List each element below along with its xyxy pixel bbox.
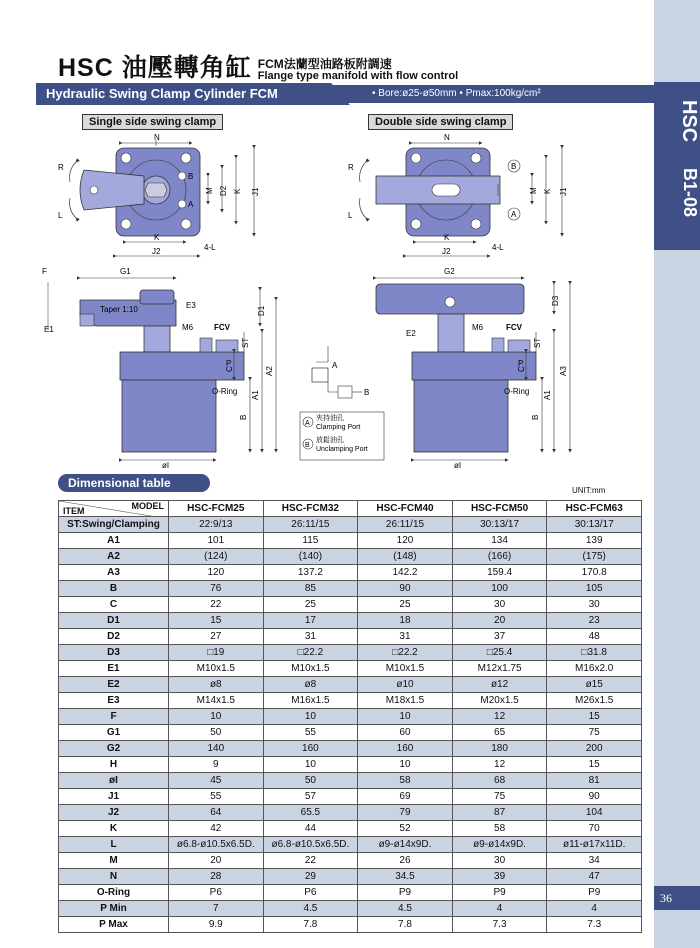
row-value: 139 bbox=[547, 533, 642, 549]
row-value: 30:13/17 bbox=[547, 517, 642, 533]
dim-m-single: M bbox=[205, 187, 214, 194]
dim-e3-single: E3 bbox=[186, 301, 196, 310]
row-value: 34.5 bbox=[358, 869, 453, 885]
row-value: P9 bbox=[358, 885, 453, 901]
table-row bbox=[59, 645, 642, 661]
row-value: 81 bbox=[547, 773, 642, 789]
row-value: 120 bbox=[169, 565, 264, 581]
table-row bbox=[59, 549, 642, 565]
dim-phi-i-double: øI bbox=[454, 461, 462, 470]
row-value: P6 bbox=[263, 885, 358, 901]
row-value: 10 bbox=[358, 709, 453, 725]
dim-d3-double: D3 bbox=[551, 295, 560, 306]
side-bar-top bbox=[654, 0, 700, 82]
row-value: 137.2 bbox=[263, 565, 358, 581]
row-value: 69 bbox=[358, 789, 453, 805]
dim-a2-single: A2 bbox=[265, 366, 274, 376]
table-row bbox=[59, 661, 642, 677]
dim-4l-double: 4-L bbox=[492, 243, 504, 252]
row-value: 160 bbox=[358, 741, 453, 757]
dim-st-double: ST bbox=[533, 337, 542, 348]
table-row bbox=[59, 757, 642, 773]
row-value: M16x1.5 bbox=[263, 693, 358, 709]
side-series-label: HSC bbox=[678, 100, 700, 143]
row-value: 9 bbox=[169, 757, 264, 773]
row-item-label: N bbox=[59, 869, 169, 885]
swing-l-single: L bbox=[58, 211, 63, 220]
port-b-single: B bbox=[188, 172, 194, 181]
row-value: 65.5 bbox=[263, 805, 358, 821]
dim-a3-double: A3 bbox=[559, 366, 568, 376]
row-item-label: E1 bbox=[59, 661, 169, 677]
row-value: 48 bbox=[547, 629, 642, 645]
row-value: (140) bbox=[263, 549, 358, 565]
row-value: 159.4 bbox=[452, 565, 547, 581]
table-row bbox=[59, 837, 642, 853]
row-value: 18 bbox=[358, 613, 453, 629]
dim-a1-double: A1 bbox=[543, 390, 552, 400]
row-value: 58 bbox=[358, 773, 453, 789]
dim-g2-double: G2 bbox=[444, 267, 455, 276]
row-item-label: P Max bbox=[59, 917, 169, 933]
table-row bbox=[59, 565, 642, 581]
row-value: ø8 bbox=[263, 677, 358, 693]
title-subtitle-cn: FCM法蘭型油路板附調速 bbox=[257, 57, 392, 71]
dimensional-table bbox=[58, 500, 642, 933]
row-value: 68 bbox=[452, 773, 547, 789]
row-value: 12 bbox=[452, 709, 547, 725]
row-value: 85 bbox=[263, 581, 358, 597]
row-value: 42 bbox=[169, 821, 264, 837]
row-value: □19 bbox=[169, 645, 264, 661]
table-row bbox=[59, 709, 642, 725]
row-value: (124) bbox=[169, 549, 264, 565]
dim-e2-double: E2 bbox=[406, 329, 416, 338]
dim-k-single-v: K bbox=[233, 188, 242, 194]
table-row bbox=[59, 629, 642, 645]
row-value: 22 bbox=[169, 597, 264, 613]
header-model-name: HSC-FCM32 bbox=[263, 501, 358, 517]
legend-b-mark: B bbox=[305, 442, 310, 449]
row-value: 26:11/15 bbox=[358, 517, 453, 533]
port-b-double: B bbox=[511, 162, 517, 171]
row-value: 31 bbox=[263, 629, 358, 645]
row-item-label: øI bbox=[59, 773, 169, 789]
row-value: 30:13/17 bbox=[452, 517, 547, 533]
row-value: 50 bbox=[169, 725, 264, 741]
row-item-label: A3 bbox=[59, 565, 169, 581]
row-value: 87 bbox=[452, 805, 547, 821]
dim-k-double-v: K bbox=[543, 188, 552, 194]
row-item-label: E3 bbox=[59, 693, 169, 709]
row-value: 75 bbox=[547, 725, 642, 741]
row-value: 200 bbox=[547, 741, 642, 757]
section-specs: • Bore:ø25-ø50mm • Pmax:100kg/cm² bbox=[372, 88, 541, 99]
row-value: 15 bbox=[547, 757, 642, 773]
row-value: 27 bbox=[169, 629, 264, 645]
section-title: Hydraulic Swing Clamp Cylinder FCM bbox=[46, 86, 278, 101]
row-value: 26 bbox=[358, 853, 453, 869]
row-value: 22:9/13 bbox=[169, 517, 264, 533]
row-item-label: M bbox=[59, 853, 169, 869]
row-item-label: D1 bbox=[59, 613, 169, 629]
row-value: 37 bbox=[452, 629, 547, 645]
row-value: 10 bbox=[263, 709, 358, 725]
dim-fcv-single: FCV bbox=[214, 323, 230, 332]
row-item-label: ST:Swing/Clamping bbox=[59, 517, 169, 533]
table-row bbox=[59, 533, 642, 549]
row-value: □22.2 bbox=[358, 645, 453, 661]
row-item-label: O-Ring bbox=[59, 885, 169, 901]
dim-b-single: B bbox=[239, 414, 248, 420]
title-subtitle bbox=[258, 58, 458, 82]
row-value: M10x1.5 bbox=[358, 661, 453, 677]
row-value: ø8 bbox=[169, 677, 264, 693]
row-value: 58 bbox=[452, 821, 547, 837]
row-value: P9 bbox=[547, 885, 642, 901]
dim-g1-single: G1 bbox=[120, 267, 131, 276]
row-item-label: G1 bbox=[59, 725, 169, 741]
title-main: HSC 油壓轉角缸 bbox=[58, 54, 252, 82]
row-item-label: K bbox=[59, 821, 169, 837]
table-body bbox=[59, 517, 642, 933]
row-value: 7.8 bbox=[263, 917, 358, 933]
row-value: ø9-ø14x9D. bbox=[358, 837, 453, 853]
row-value: 15 bbox=[169, 613, 264, 629]
dim-p-double: P bbox=[518, 359, 524, 368]
unit-label: UNIT:mm bbox=[572, 486, 606, 495]
row-value: □22.2 bbox=[263, 645, 358, 661]
dim-n-single: N bbox=[154, 133, 160, 142]
row-item-label: C bbox=[59, 597, 169, 613]
table-row bbox=[59, 917, 642, 933]
row-value: 57 bbox=[263, 789, 358, 805]
row-value: 60 bbox=[358, 725, 453, 741]
dim-j2-single: J2 bbox=[152, 247, 161, 256]
row-item-label: J1 bbox=[59, 789, 169, 805]
row-value: 105 bbox=[547, 581, 642, 597]
row-value: 4.5 bbox=[358, 901, 453, 917]
row-value: 7.3 bbox=[547, 917, 642, 933]
row-value: 30 bbox=[452, 597, 547, 613]
symbol-b: B bbox=[364, 388, 370, 397]
single-front-view bbox=[42, 267, 276, 470]
row-value: P6 bbox=[169, 885, 264, 901]
row-value: 30 bbox=[452, 853, 547, 869]
drawing-canvas bbox=[36, 110, 654, 470]
row-value: 25 bbox=[263, 597, 358, 613]
row-value: 47 bbox=[547, 869, 642, 885]
row-value: 55 bbox=[263, 725, 358, 741]
dim-d1-single: D1 bbox=[257, 305, 266, 316]
row-value: 22 bbox=[263, 853, 358, 869]
row-item-label: B bbox=[59, 581, 169, 597]
row-value: ø11-ø17x11D. bbox=[547, 837, 642, 853]
legend-a-mark: A bbox=[305, 420, 310, 427]
row-value: 25 bbox=[358, 597, 453, 613]
legend-b-cn: 放鬆油孔 bbox=[316, 437, 344, 444]
title-subtitle-en: Flange type manifold with flow control bbox=[257, 70, 459, 82]
row-value: M10x1.5 bbox=[169, 661, 264, 677]
oring-label-double: O-Ring bbox=[504, 387, 530, 396]
table-row bbox=[59, 885, 642, 901]
row-value: 115 bbox=[263, 533, 358, 549]
row-value: ø6.8-ø10.5x6.5D. bbox=[169, 837, 264, 853]
swing-r-single: R bbox=[58, 163, 64, 172]
dim-4l-single: 4-L bbox=[204, 243, 216, 252]
dim-c-single: C bbox=[225, 366, 234, 372]
row-value: 100 bbox=[452, 581, 547, 597]
row-value: 170.8 bbox=[547, 565, 642, 581]
header-model-item bbox=[59, 501, 169, 517]
row-value: M26x1.5 bbox=[547, 693, 642, 709]
row-value: ø6.8-ø10.5x6.5D. bbox=[263, 837, 358, 853]
row-value: 9.9 bbox=[169, 917, 264, 933]
row-value: 180 bbox=[452, 741, 547, 757]
dim-j1-single: J1 bbox=[251, 187, 260, 196]
swing-l-double: L bbox=[348, 211, 353, 220]
hydraulic-symbol bbox=[300, 346, 384, 460]
row-item-label: D3 bbox=[59, 645, 169, 661]
dim-fcv-double: FCV bbox=[506, 323, 522, 332]
double-top-view bbox=[348, 133, 568, 256]
row-value: 64 bbox=[169, 805, 264, 821]
row-value: 142.2 bbox=[358, 565, 453, 581]
legend-a-cn: 夾持油孔 bbox=[316, 415, 344, 422]
row-value: 17 bbox=[263, 613, 358, 629]
row-value: 34 bbox=[547, 853, 642, 869]
dim-n-double: N bbox=[444, 133, 450, 142]
dim-k-single: K bbox=[154, 233, 160, 242]
dim-m6-double: M6 bbox=[472, 323, 484, 332]
table-row bbox=[59, 677, 642, 693]
row-value: 7 bbox=[169, 901, 264, 917]
row-value: 55 bbox=[169, 789, 264, 805]
dim-c-double: C bbox=[517, 366, 526, 372]
row-item-label: D2 bbox=[59, 629, 169, 645]
row-value: (148) bbox=[358, 549, 453, 565]
dim-j1-double: J1 bbox=[559, 187, 568, 196]
row-value: 90 bbox=[547, 789, 642, 805]
row-value: 10 bbox=[169, 709, 264, 725]
double-front-view bbox=[376, 267, 570, 470]
row-value: M12x1.75 bbox=[452, 661, 547, 677]
taper-label: Taper 1:10 bbox=[100, 305, 138, 314]
row-item-label: E2 bbox=[59, 677, 169, 693]
row-value: 4 bbox=[452, 901, 547, 917]
dim-e1-single: E1 bbox=[44, 325, 54, 334]
double-swing-label: Double side swing clamp bbox=[368, 114, 513, 130]
row-value: M10x1.5 bbox=[263, 661, 358, 677]
row-value: 75 bbox=[452, 789, 547, 805]
row-value: 65 bbox=[452, 725, 547, 741]
dim-f-single: F bbox=[42, 267, 47, 276]
row-value: 76 bbox=[169, 581, 264, 597]
dim-m6-single: M6 bbox=[182, 323, 194, 332]
row-value: M14x1.5 bbox=[169, 693, 264, 709]
row-value: 26:11/15 bbox=[263, 517, 358, 533]
row-value: 104 bbox=[547, 805, 642, 821]
row-value: 79 bbox=[358, 805, 453, 821]
side-bar bbox=[654, 0, 700, 948]
row-value: 23 bbox=[547, 613, 642, 629]
row-value: M20x1.5 bbox=[452, 693, 547, 709]
dim-k-double: K bbox=[444, 233, 450, 242]
row-value: 7.8 bbox=[358, 917, 453, 933]
row-item-label: F bbox=[59, 709, 169, 725]
table-row bbox=[59, 869, 642, 885]
table-header-row bbox=[59, 501, 642, 517]
row-value: 50 bbox=[263, 773, 358, 789]
single-top-view bbox=[58, 133, 260, 256]
dimensional-table-title: Dimensional table bbox=[58, 474, 210, 492]
row-value: 134 bbox=[452, 533, 547, 549]
page-number: 36 bbox=[654, 886, 700, 910]
row-value: (175) bbox=[547, 549, 642, 565]
row-value: □31.8 bbox=[547, 645, 642, 661]
row-value: □25.4 bbox=[452, 645, 547, 661]
swing-r-double: R bbox=[348, 163, 354, 172]
legend-a-en: Clamping Port bbox=[316, 424, 361, 431]
table-row bbox=[59, 517, 642, 533]
dim-m-double: M bbox=[529, 187, 538, 194]
row-item-label: J2 bbox=[59, 805, 169, 821]
row-item-label: H bbox=[59, 757, 169, 773]
row-value: ø9-ø14x9D. bbox=[452, 837, 547, 853]
table-row bbox=[59, 805, 642, 821]
row-value: 7.3 bbox=[452, 917, 547, 933]
header-model-name: HSC-FCM50 bbox=[452, 501, 547, 517]
row-value: ø15 bbox=[547, 677, 642, 693]
dim-st-single: ST bbox=[241, 337, 250, 348]
table-row bbox=[59, 789, 642, 805]
row-value: 20 bbox=[452, 613, 547, 629]
table-row bbox=[59, 693, 642, 709]
row-value: ø12 bbox=[452, 677, 547, 693]
legend-b-en: Unclamping Port bbox=[316, 446, 368, 453]
row-value: M16x2.0 bbox=[547, 661, 642, 677]
row-value: 10 bbox=[263, 757, 358, 773]
table-row bbox=[59, 597, 642, 613]
header-item: ITEM bbox=[63, 506, 85, 516]
row-value: 44 bbox=[263, 821, 358, 837]
header-model-name: HSC-FCM25 bbox=[169, 501, 264, 517]
row-value: 29 bbox=[263, 869, 358, 885]
side-section-code: B1-08 bbox=[680, 168, 700, 218]
table-row bbox=[59, 581, 642, 597]
header-model-name: HSC-FCM63 bbox=[547, 501, 642, 517]
dim-b-double: B bbox=[531, 414, 540, 420]
row-item-label: G2 bbox=[59, 741, 169, 757]
row-value: 160 bbox=[263, 741, 358, 757]
row-value: 45 bbox=[169, 773, 264, 789]
row-value: M18x1.5 bbox=[358, 693, 453, 709]
port-a-double: A bbox=[511, 210, 517, 219]
dim-j2-double: J2 bbox=[442, 247, 451, 256]
row-value: 30 bbox=[547, 597, 642, 613]
dim-a1-single: A1 bbox=[251, 390, 260, 400]
table-row bbox=[59, 853, 642, 869]
row-item-label: L bbox=[59, 837, 169, 853]
row-value: (166) bbox=[452, 549, 547, 565]
row-value: 101 bbox=[169, 533, 264, 549]
row-value: 39 bbox=[452, 869, 547, 885]
table-row bbox=[59, 773, 642, 789]
row-value: ø10 bbox=[358, 677, 453, 693]
row-item-label: A2 bbox=[59, 549, 169, 565]
row-value: 12 bbox=[452, 757, 547, 773]
row-value: 120 bbox=[358, 533, 453, 549]
row-value: 4 bbox=[547, 901, 642, 917]
header-model-name: HSC-FCM40 bbox=[358, 501, 453, 517]
row-value: 52 bbox=[358, 821, 453, 837]
row-value: 70 bbox=[547, 821, 642, 837]
row-value: 4.5 bbox=[263, 901, 358, 917]
single-swing-label: Single side swing clamp bbox=[82, 114, 223, 130]
row-value: 31 bbox=[358, 629, 453, 645]
dim-p-single: P bbox=[226, 359, 232, 368]
table-row bbox=[59, 901, 642, 917]
technical-drawings bbox=[36, 110, 654, 470]
oring-label-single: O-Ring bbox=[212, 387, 238, 396]
row-value: 28 bbox=[169, 869, 264, 885]
row-item-label: P Min bbox=[59, 901, 169, 917]
page-title bbox=[58, 52, 458, 82]
symbol-a: A bbox=[332, 361, 338, 370]
table-row bbox=[59, 613, 642, 629]
row-value: 15 bbox=[547, 709, 642, 725]
row-value: 90 bbox=[358, 581, 453, 597]
port-a-single: A bbox=[188, 200, 194, 209]
table-row bbox=[59, 725, 642, 741]
dim-d2-single: D2 bbox=[219, 185, 228, 196]
header-model: MODEL bbox=[131, 501, 164, 511]
row-value: P9 bbox=[452, 885, 547, 901]
row-value: 10 bbox=[358, 757, 453, 773]
row-value: 20 bbox=[169, 853, 264, 869]
dim-phi-i-single: øI bbox=[162, 461, 170, 470]
row-item-label: A1 bbox=[59, 533, 169, 549]
row-value: 140 bbox=[169, 741, 264, 757]
table-row bbox=[59, 821, 642, 837]
table-row bbox=[59, 741, 642, 757]
